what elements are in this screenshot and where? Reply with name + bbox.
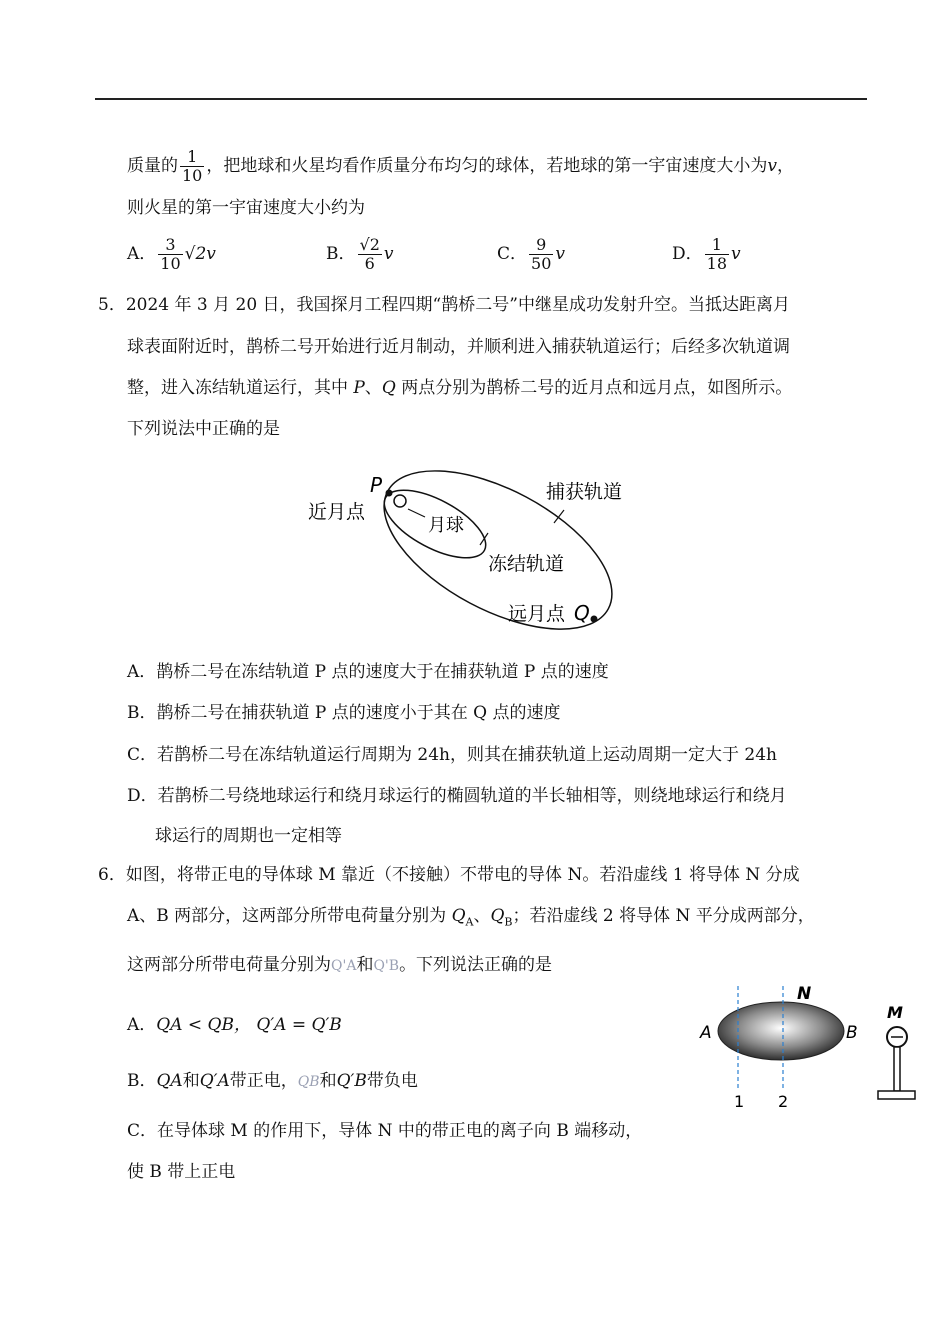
q6-b-p5: QB — [297, 1074, 320, 1090]
q6-blur-q2: Q'B — [373, 958, 400, 974]
q4-c-den: 50 — [531, 254, 552, 273]
q5-line3a: 整，进入冻结轨道运行，其中 — [127, 378, 354, 398]
q4-d-tail: v — [731, 244, 741, 264]
q4-option-a-frac — [158, 236, 182, 273]
label-a: A — [700, 1023, 712, 1043]
q5-line3 — [127, 376, 792, 400]
stand-base — [878, 1091, 915, 1099]
q6-line3a: 这两部分所带电荷量分别为 — [127, 955, 331, 975]
q4-option-c-label: C． — [497, 244, 528, 264]
q5-option-d-text2: 球运行的周期也一定相等 — [155, 826, 342, 846]
header-rule — [95, 98, 867, 100]
q4-text-pre: 质量的 — [127, 156, 178, 176]
q6-line2b: ；若沿虚线 2 将导体 N 平分成两部分， — [512, 906, 815, 926]
q5-option-a-label: A． — [127, 662, 157, 682]
q4-d-num: 1 — [705, 236, 729, 255]
q5-line3b: 两点分别为鹊桥二号的近月点和远月点，如图所示。 — [395, 378, 793, 398]
q5-option-d-label: D． — [127, 786, 158, 806]
q4-option-d-label: D． — [672, 244, 703, 264]
q6-qa-sub: A — [465, 915, 474, 929]
q6-line3b: 。下列说法正确的是 — [399, 955, 553, 975]
q4-option-b — [326, 236, 393, 273]
q6-line3 — [127, 953, 552, 978]
q4-line1 — [127, 148, 794, 185]
q6-qa: Q — [451, 906, 466, 926]
label-frozen-orbit: 冻结轨道 — [488, 553, 565, 575]
q5-var-q: Q — [381, 378, 396, 398]
q4-option-c-frac — [529, 236, 553, 273]
q5-line1-text: 2024 年 3 月 20 日，我国探月工程四期“鹊桥二号”中继星成功发射升空。当抵达距离月 — [125, 295, 790, 315]
q4-option-a-label: A． — [127, 244, 157, 264]
q6-qb-sub: B — [504, 915, 513, 929]
q4-frac-den: 10 — [182, 166, 203, 185]
q4-a-num: 3 — [158, 236, 182, 255]
q6-option-c-label: C． — [127, 1121, 158, 1141]
q4-fraction — [180, 148, 204, 185]
q6-line1 — [98, 863, 800, 887]
q6-option-a — [127, 1010, 342, 1035]
q5-option-c — [127, 740, 777, 765]
q6-dun: 、 — [473, 906, 491, 926]
label-line-2: 2 — [778, 1092, 789, 1111]
q6-blur-q1: Q'A — [331, 958, 357, 974]
q4-comma: ， — [776, 156, 794, 176]
q4-a-tail: √2v — [184, 244, 216, 264]
point-q-dot — [591, 616, 598, 623]
q5-option-d — [127, 781, 787, 806]
label-p: P — [370, 473, 383, 497]
q4-option-c — [497, 236, 565, 273]
q4-option-b-frac — [358, 236, 382, 273]
q4-line2: 则火星的第一宇宙速度大小约为 — [127, 198, 365, 218]
q4-b-tail: v — [383, 244, 394, 264]
q5-option-b-text: 鹊桥二号在捕获轨道 P 点的速度小于其在 Q 点的速度 — [156, 703, 561, 723]
q6-b-p1: QA — [156, 1071, 183, 1091]
q4-option-d-frac — [705, 236, 729, 273]
label-b: B — [846, 1023, 858, 1043]
q6-he: 和 — [356, 955, 374, 975]
q4-option-d — [672, 236, 741, 273]
point-p-dot — [386, 490, 393, 497]
q6-line2a: A、B 两部分，这两部分所带电荷量分别为 — [127, 906, 452, 926]
q4-option-b-label: B． — [326, 244, 356, 264]
q6-b-p6: 和 — [319, 1071, 337, 1091]
q4-var-v: v — [767, 156, 777, 176]
q6-b-p2: 和 — [182, 1071, 200, 1091]
orbit-figure — [300, 465, 630, 640]
label-m: M — [887, 1003, 903, 1022]
conductor-figure — [690, 980, 930, 1115]
q5-line1 — [98, 293, 790, 317]
q5-sep: 、 — [364, 378, 382, 398]
q4-b-den: 6 — [364, 254, 375, 273]
q6-b-p3: Q′A — [199, 1071, 230, 1091]
q4-frac-num: 1 — [180, 148, 204, 167]
label-far-moon: 远月点 — [508, 603, 566, 625]
conductor-n — [718, 1002, 844, 1060]
q6-option-c — [127, 1116, 642, 1141]
q4-d-den: 18 — [706, 254, 727, 273]
q6-option-c-text: 在导体球 M 的作用下，导体 N 中的带正电的离子向 B 端移动， — [157, 1121, 643, 1141]
label-moon: 月球 — [428, 515, 464, 536]
q5-option-a — [127, 657, 609, 682]
q6-line1-text: 如图，将带正电的导体球 M 靠近（不接触）不带电的导体 N。若沿虚线 1 将导体 N 分成 — [125, 865, 800, 885]
q6-option-b-label: B． — [127, 1071, 157, 1091]
q4-a-den: 10 — [160, 254, 181, 273]
moon-leader — [408, 509, 425, 517]
q4-b-num: √2 — [359, 235, 380, 254]
stand-rod — [894, 1047, 900, 1091]
q5-line2: 球表面附近时，鹊桥二号开始进行近月制动，并顺利进入捕获轨道运行；后经多次轨道调 — [127, 337, 790, 357]
q5-option-c-label: C． — [127, 745, 158, 765]
q6-line2 — [127, 904, 815, 934]
q6-option-b — [127, 1066, 418, 1091]
label-n: N — [797, 984, 812, 1004]
q6-number: 6． — [98, 865, 126, 885]
q6-qb: Q — [490, 906, 505, 926]
q6-b-p8: 带负电 — [366, 1071, 418, 1091]
frozen-leader — [480, 533, 488, 545]
label-near-moon: 近月点 — [308, 501, 366, 523]
q6-b-p7: Q′B — [336, 1071, 367, 1091]
q4-option-a — [127, 236, 216, 273]
q4-c-num: 9 — [529, 236, 553, 255]
q4-text-post: ，把地球和火星均看作质量分布均匀的球体，若地球的第一宇宙速度大小为 — [206, 156, 768, 176]
label-capture-orbit: 捕获轨道 — [546, 481, 623, 503]
q5-number: 5． — [98, 295, 126, 315]
label-line-1: 1 — [734, 1092, 745, 1111]
q6-option-a-text: QA < QB， Q′A = Q′B — [156, 1015, 342, 1035]
q5-option-d-text: 若鹊桥二号绕地球运行和绕月球运行的椭圆轨道的半长轴相等，则绕地球运行和绕月 — [157, 786, 787, 806]
q5-line4: 下列说法中正确的是 — [127, 419, 280, 439]
q5-option-b-label: B． — [127, 703, 157, 723]
q5-option-a-text: 鹊桥二号在冻结轨道 P 点的速度大于在捕获轨道 P 点的速度 — [156, 662, 609, 682]
q5-option-b — [127, 698, 561, 723]
q6-option-c-text2: 使 B 带上正电 — [127, 1162, 236, 1182]
q6-option-a-label: A． — [127, 1015, 157, 1035]
label-q: Q — [574, 601, 590, 625]
q5-var-p: P — [353, 378, 365, 398]
moon-icon — [394, 495, 406, 507]
q4-c-tail: v — [555, 244, 565, 264]
q6-b-p4: 带正电， — [229, 1071, 298, 1091]
q5-option-c-text: 若鹊桥二号在冻结轨道运行周期为 24h，则其在捕获轨道上运动周期一定大于 24h — [157, 745, 777, 765]
